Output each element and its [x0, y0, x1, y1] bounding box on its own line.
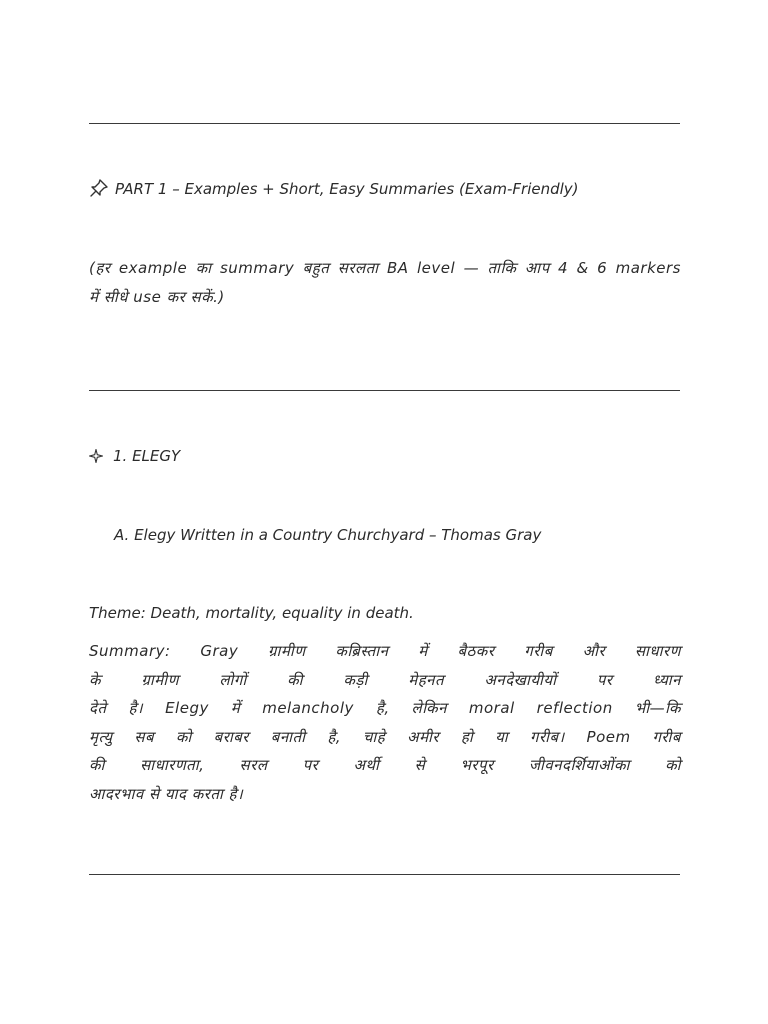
intro-note-line-2: में सीधे use कर सकें.)	[89, 287, 225, 306]
part-heading	[89, 175, 579, 204]
pushpin-icon	[89, 178, 109, 198]
theme-line: Theme: Death, mortality, equality in death.	[89, 604, 414, 622]
summary-line-4: मृत्यु सब को बराबर बनाती है, चाहे अमीर हो या गरीब। Poem गरीब	[89, 727, 681, 746]
intro-note-line-1: (हर example का summary बहुत सरलता BA level — ताकि आप 4 & 6 markers	[89, 259, 681, 277]
part-heading-text: PART 1 – Examples + Short, Easy Summaries (Exam-Friendly)	[115, 180, 579, 198]
sparkle-icon	[89, 449, 103, 463]
summary-paragraph	[89, 637, 681, 808]
summary-line-3: देते है। Elegy में melancholy है, लेकिन moral reflection भी—कि	[89, 699, 681, 717]
divider-middle	[89, 390, 680, 391]
summary-line-5: की साधारणता, सरल पर अर्थी से भरपूर जीवनदर्शियाओंका को	[89, 756, 681, 774]
intro-note	[89, 254, 681, 311]
summary-line-6: आदरभाव से याद करता है।	[89, 784, 244, 803]
section-title-text: 1. ELEGY	[113, 447, 181, 465]
subheading: A. Elegy Written in a Country Churchyard – Thomas Gray	[114, 526, 542, 544]
section-title	[89, 442, 180, 471]
divider-top	[89, 123, 680, 124]
divider-bottom	[89, 874, 680, 875]
summary-line-1: Summary: Gray ग्रामीण कब्रिस्तान में बैठकर गरीब और साधारण	[89, 642, 681, 660]
summary-line-2: के ग्रामीण लोगों की कड़ी मेहनत अनदेखायीयों पर ध्यान	[89, 670, 681, 689]
